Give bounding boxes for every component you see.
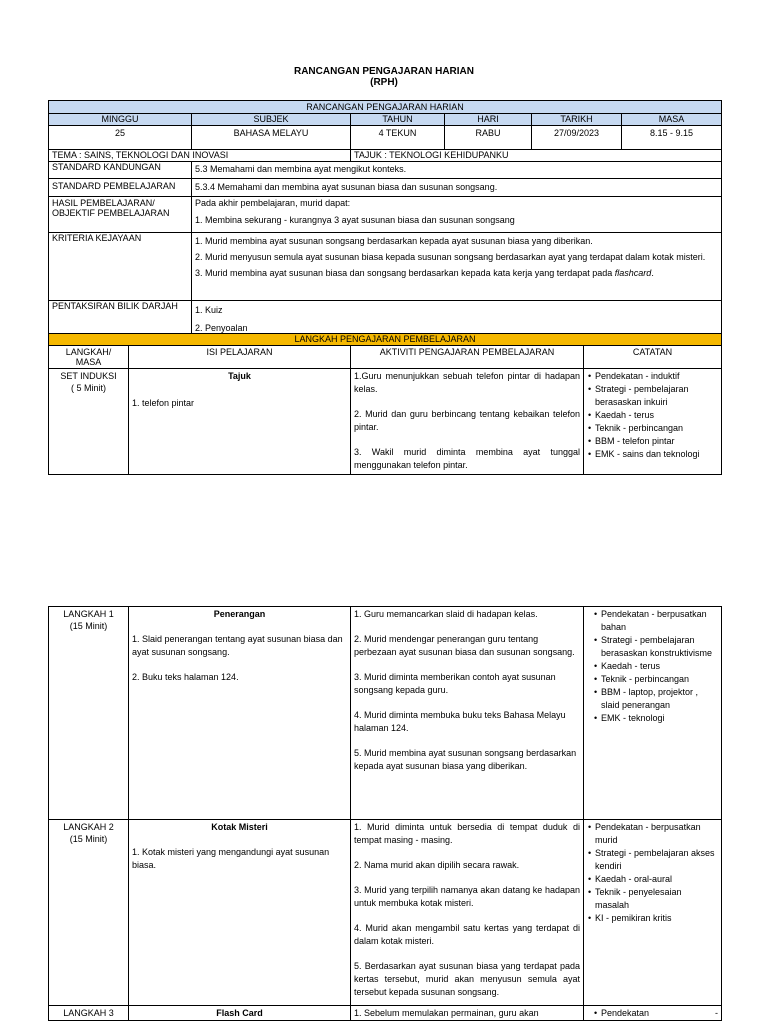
pbd-item-2: 2. Penyoalan [195,323,248,333]
steps-banner: LANGKAH PENGAJARAN PEMBELAJARAN [49,334,722,346]
value-masa: 8.15 - 9.15 [622,126,722,150]
langkah1-catatan [584,607,722,820]
langkah1-aktiviti-5: 5. Murid membina ayat susunan songsang berdasarkan kepada ayat susunan biasa yang diberikan. [354,748,577,771]
langkah1-label: LANGKAH 1 [63,609,114,619]
set-induksi-aktiviti-3: 3. Wakil murid diminta membina ayat tunggal menggunakan telefon pintar. [354,447,580,470]
sp-label: STANDARD PEMBELAJARAN [49,179,192,197]
set-induksi-catatan-5: • BBM - telefon pintar [595,435,718,448]
langkah2-isi [129,820,351,1006]
set-induksi-aktiviti-2: 2. Murid dan guru berbincang tentang kebaikan telefon pintar. [354,409,580,432]
col-langkah-line2: MASA [75,357,102,367]
langkah1-masa: (15 Minit) [69,621,108,631]
langkah1-aktiviti-1: 1. Guru memancarkan slaid di hadapan kelas. [354,609,538,619]
sk-value: 5.3 Memahami dan membina ayat mengikut konteks. [192,162,722,179]
hp-value-line1: Pada akhir pembelajaran, murid dapat: [195,198,351,208]
col-label-tahun: TAHUN [351,114,445,126]
langkah2-catatan-4: • Teknik - penyelesaian masalah [595,886,718,912]
langkah1-catatan-6: • EMK - teknologi [601,712,718,725]
langkah2-aktiviti-1: 1. Murid diminta untuk bersedia di tempat duduk di tempat masing - masing. [354,822,580,845]
langkah2-isi-item-1: 1. Kotak misteri yang mengandungi ayat susunan biasa. [132,847,330,870]
langkah1-aktiviti-2: 2. Murid mendengar penerangan guru tentang perbezaan ayat susunan biasa dan susunan songsang. [354,634,575,657]
header-table [48,100,722,339]
value-tahun: 4 TEKUN [351,126,445,150]
col-langkah-masa [49,346,129,369]
set-induksi-label: SET INDUKSI [60,371,117,381]
langkah2-langkah [49,820,129,1006]
table-row [49,607,722,820]
langkah2-catatan-1: • Pendekatan - berpusatkan murid [595,821,718,847]
langkah1-isi-title: Penerangan [213,609,266,619]
kk-item-3-end: . [651,268,654,278]
langkah2-catatan [584,820,722,1006]
langkah2-aktiviti-3: 3. Murid yang terpilih namanya akan datang ke hadapan untuk membuka kotak misteri. [354,885,580,908]
langkah2-aktiviti [351,820,584,1006]
langkah3-catatan-1: Pendekatan [601,1008,650,1018]
langkah1-catatan-5: • BBM - laptop, projektor , slaid penerangan [601,686,718,712]
langkah1-isi-item-2: 2. Buku teks halaman 124. [132,672,239,682]
col-label-minggu: MINGGU [49,114,192,126]
langkah3-label: LANGKAH 3 [49,1006,129,1021]
kk-item-3-text: 3. Murid membina ayat susunan biasa dan songsang berdasarkan kepada kata kerja yang terdapat pada [195,268,615,278]
document-title: RANCANGAN PENGAJARAN HARIAN [293,66,474,77]
value-subjek: BAHASA MELAYU [192,126,351,150]
col-langkah-line1: LANGKAH/ [65,347,112,357]
set-induksi-isi-title: Tajuk [228,371,251,381]
set-induksi-catatan [584,369,722,475]
steps-table [48,333,722,475]
pbd-item-1: 1. Kuiz [195,305,223,315]
langkah1-isi-item-1: 1. Slaid penerangan tentang ayat susunan biasa dan ayat susunan songsang. [132,634,343,657]
kk-label: KRITERIA KEJAYAAN [49,233,192,301]
tema: TEMA : SAINS, TEKNOLOGI DAN INOVASI [49,150,351,162]
set-induksi-masa: ( 5 Minit) [70,383,106,393]
document-subtitle: (RPH) [370,77,398,88]
kk-item-1: 1. Murid membina ayat susunan songsang berdasarkan kepada ayat susunan biasa yang diberikan. [195,236,593,246]
langkah2-catatan-5: • KI - pemikiran kritis [595,912,718,925]
langkah2-isi-title: Kotak Misteri [211,822,268,832]
set-induksi-catatan-3: • Kaedah - terus [595,409,718,422]
tajuk: TAJUK : TEKNOLOGI KEHIDUPANKU [351,150,722,162]
set-induksi-isi [129,369,351,475]
value-hari: RABU [445,126,532,150]
hp-label [49,197,192,233]
table-row [49,1006,722,1021]
langkah2-aktiviti-2: 2. Nama murid akan dipilih secara rawak. [354,860,520,870]
langkah2-catatan-2: • Strategi - pembelajaran akses kendiri [595,847,718,873]
set-induksi-catatan-2: • Strategi - pembelajaran berasaskan inkuiri [595,383,718,409]
langkah1-catatan-4: • Teknik - perbincangan [601,673,718,686]
langkah3-catatan [584,1006,722,1021]
set-induksi-catatan-1: • Pendekatan - induktif [595,370,718,383]
sk-label: STANDARD KANDUNGAN [49,162,192,179]
value-tarikh: 27/09/2023 [532,126,622,150]
pbd-label: PENTAKSIRAN BILIK DARJAH [49,301,192,339]
set-induksi-isi-item-1: 1. telefon pintar [132,398,195,408]
langkah1-aktiviti [351,607,584,820]
value-minggu: 25 [49,126,192,150]
sp-value: 5.3.4 Memahami dan membina ayat susunan biasa dan susunan songsang. [192,179,722,197]
hp-label-line2: OBJEKTIF PEMBELAJARAN [52,208,170,218]
langkah2-label: LANGKAH 2 [63,822,114,832]
langkah1-catatan-2: • Strategi - pembelajaran berasaskan konstruktivisme [601,634,718,660]
kk-value [192,233,722,301]
col-aktiviti: AKTIVITI PENGAJARAN PEMBELAJARAN [351,346,584,369]
langkah1-isi [129,607,351,820]
langkah2-catatan-3: • Kaedah - oral-aural [595,873,718,886]
steps-table-page2 [48,606,722,1021]
table-row [49,369,722,475]
langkah2-aktiviti-5: 5. Berdasarkan ayat susunan biasa yang terdapat pada kertas tersebut, murid akan menyusun semula ayat tersebut kepada susunan songsang. [354,961,580,997]
col-label-hari: HARI [445,114,532,126]
langkah1-aktiviti-3: 3. Murid diminta memberikan contoh ayat susunan songsang kepada guru. [354,672,556,695]
col-catatan: CATATAN [584,346,722,369]
langkah3-catatan-dash: - [715,1008,718,1018]
langkah1-aktiviti-4: 4. Murid diminta membuka buku teks Bahasa Melayu halaman 124. [354,710,566,733]
hp-label-line1: HASIL PEMBELAJARAN/ [52,198,155,208]
kk-item-2: 2. Murid menyusun semula ayat susunan biasa kepada susunan songsang berdasarkan ayat yang terdapat dalam kotak misteri. [195,252,706,262]
set-induksi-aktiviti [351,369,584,475]
langkah3-isi-title: Flash Card [216,1008,263,1018]
langkah1-langkah [49,607,129,820]
set-induksi-aktiviti-1: 1.Guru menunjukkan sebuah telefon pintar di hadapan kelas. [354,371,580,394]
col-label-tarikh: TARIKH [532,114,622,126]
set-induksi-catatan-6: • EMK - sains dan teknologi [595,448,718,461]
hp-value [192,197,722,233]
langkah1-catatan-3: • Kaedah - terus [601,660,718,673]
col-label-masa: MASA [622,114,722,126]
langkah2-aktiviti-4: 4. Murid akan mengambil satu kertas yang terdapat di dalam kotak misteri. [354,923,580,946]
hp-value-line2: 1. Membina sekurang - kurangnya 3 ayat susunan biasa dan susunan songsang [195,215,515,225]
set-induksi-catatan-4: • Teknik - perbincangan [595,422,718,435]
kk-item-3-flashcard: flashcard [614,268,652,278]
kk-item-3 [195,265,718,281]
header-banner: RANCANGAN PENGAJARAN HARIAN [49,101,722,114]
set-induksi-langkah [49,369,129,475]
langkah1-catatan-1: • Pendekatan - berpusatkan bahan [601,608,718,634]
table-row [49,820,722,1006]
langkah2-masa: (15 Minit) [69,834,108,844]
langkah3-aktiviti-1: 1. Sebelum memulakan permainan, guru akan [351,1006,584,1021]
col-label-subjek: SUBJEK [192,114,351,126]
col-isi: ISI PELAJARAN [129,346,351,369]
